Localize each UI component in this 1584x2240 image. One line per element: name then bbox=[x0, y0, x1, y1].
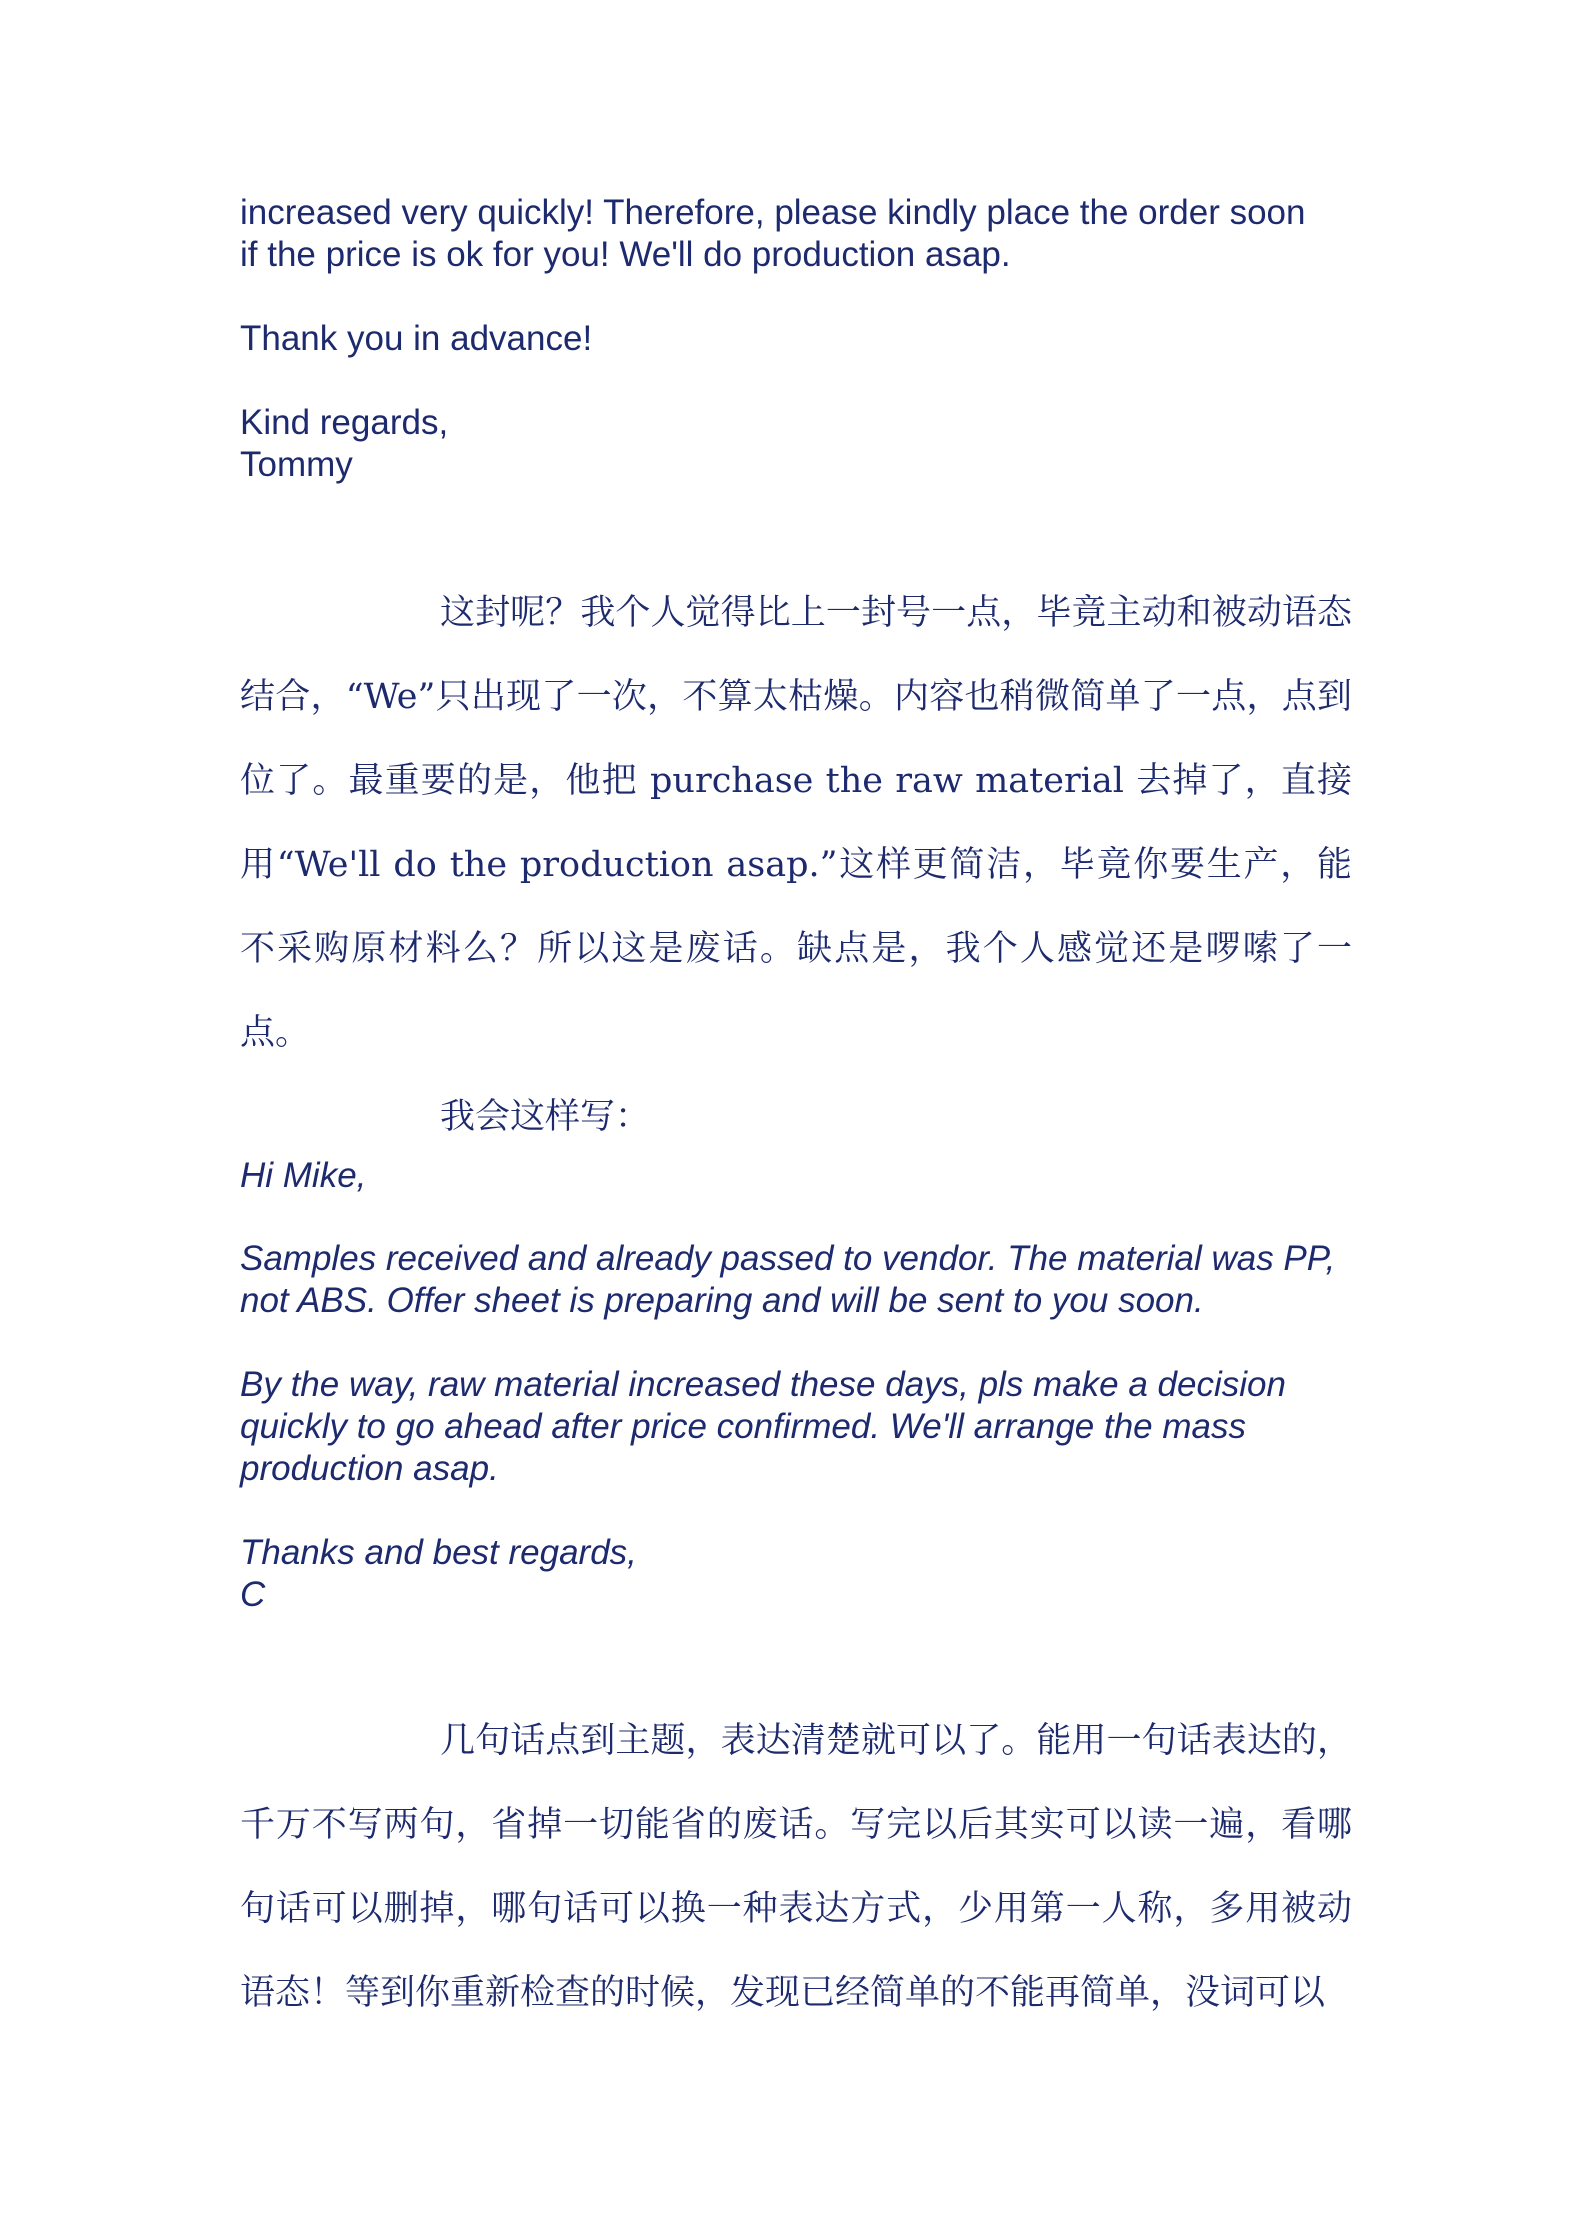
letter1-closing-paragraph: increased very quickly! Therefore, please kindly place the order soon if the price is ok for you! We'll do production asap. bbox=[240, 193, 1306, 274]
commentary-paragraph-2: 我会这样写： bbox=[440, 1097, 651, 1137]
letter1-signoff: Kind regards, Tommy bbox=[240, 403, 449, 484]
letter1-thanks: Thank you in advance! bbox=[240, 319, 593, 358]
letter2-signoff: Thanks and best regards, C bbox=[240, 1533, 637, 1614]
letter2-body-2: By the way, raw material increased these days, pls make a decision quickly to go ahead after price confirmed. We'll arrange the mass production asap. bbox=[240, 1365, 1286, 1488]
letter2-body-1: Samples received and already passed to vendor. The material was PP, not ABS. Offer sheet is preparing and will be sent to you soon. bbox=[240, 1239, 1336, 1320]
commentary-paragraph-3: 几句话点到主题，表达清楚就可以了。能用一句话表达的，千万不写两句，省掉一切能省的废话。写完以后其实可以读一遍，看哪句话可以删掉，哪句话可以换一种表达方式，少用第一人称，多用被动语态！等到你重新检查的时候，发现已经简单的不能再简单，没词可以 bbox=[240, 1721, 1352, 2013]
letter2-greeting: Hi Mike, bbox=[240, 1156, 367, 1195]
commentary-block bbox=[240, 571, 1352, 1159]
commentary-paragraph-1: 这封呢？我个人觉得比上一封号一点，毕竟主动和被动语态结合，“We”只出现了一次，不算太枯燥。内容也稍微简单了一点，点到位了。最重要的是，他把 purchase the raw material 去掉了，直接用“We'll do the production asap.”这样更简洁，毕竟你要生产，能不采购原材料么？所以这是废话。缺点是，我个人感觉还是啰嗦了一点。 bbox=[240, 593, 1352, 1053]
